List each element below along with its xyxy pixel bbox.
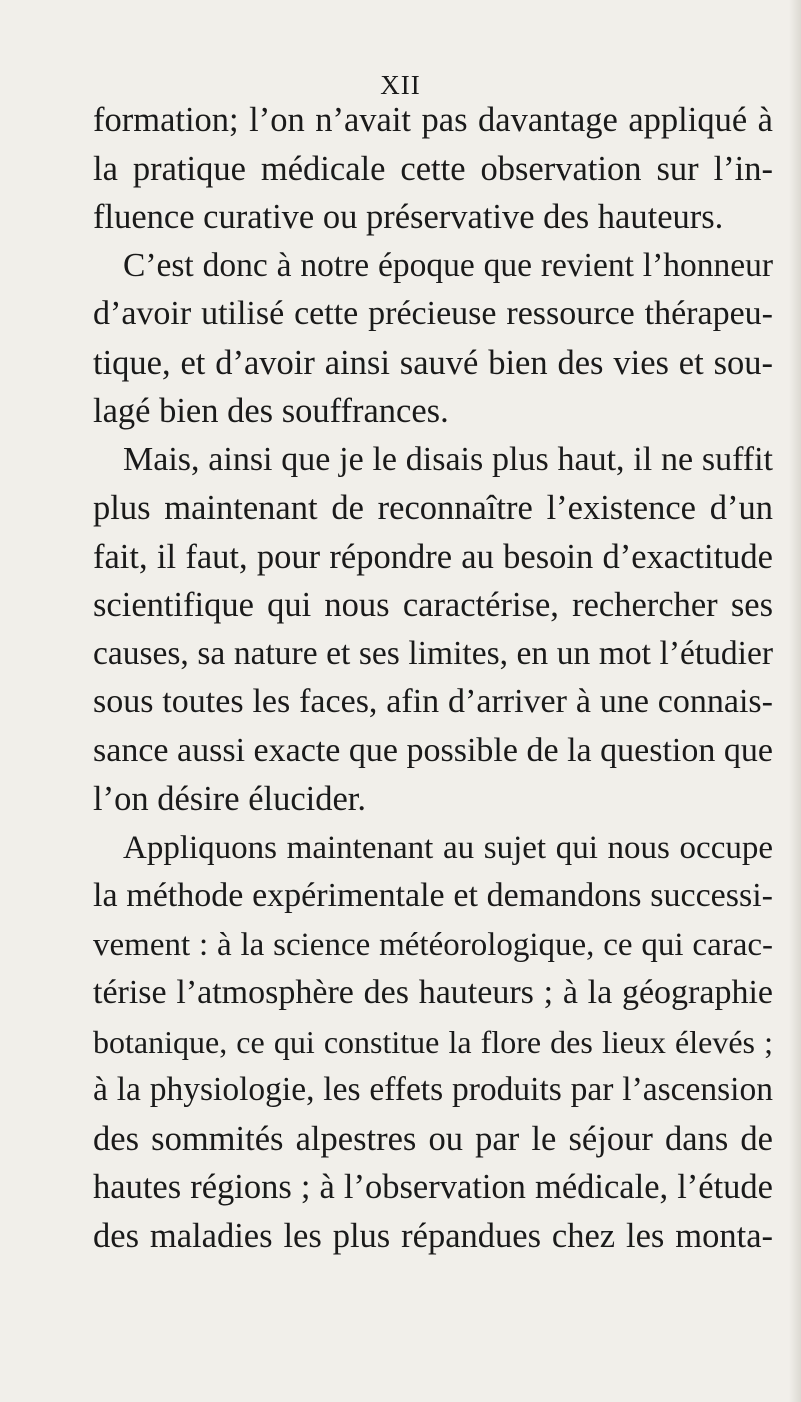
paragraph-start-line: Appliquons maintenant au sujet qui nous occupe <box>123 829 773 866</box>
text-line: plus maintenant de reconnaître l’existence d’un <box>93 489 773 527</box>
page-edge-shadow <box>789 0 801 1402</box>
text-line: l’on désire élucider. <box>93 780 367 818</box>
text-line: lagé bien des souffrances. <box>93 392 449 430</box>
paragraph-start-line: Mais, ainsi que je le disais plus haut, il ne suffit <box>123 440 773 478</box>
text-line: causes, sa nature et ses limites, en un mot l’étudier <box>93 634 773 672</box>
text-line: fluence curative ou préservative des hauteurs. <box>93 198 724 236</box>
text-line: la méthode expérimentale et demandons successi- <box>93 877 773 914</box>
text-line: térise l’atmosphère des hauteurs ; à la géographie <box>93 974 773 1011</box>
text-line: vement : à la science météorologique, ce qui carac- <box>93 926 773 963</box>
text-line: sous toutes les faces, afin d’arriver à une connais- <box>93 683 773 720</box>
text-line: scientifique qui nous caractérise, rechercher ses <box>93 586 773 624</box>
text-line: à la physiologie, les effets produits par l’ascension <box>93 1071 773 1108</box>
text-line: d’avoir utilisé cette précieuse ressource thérapeu- <box>93 295 773 332</box>
text-line: sance aussi exacte que possible de la question que <box>93 731 773 769</box>
text-line: formation; l’on n’avait pas davantage appliqué à <box>93 101 773 139</box>
page-number: XII <box>380 70 421 100</box>
text-line: tique, et d’avoir ainsi sauvé bien des vies et sou- <box>93 343 773 382</box>
text-line: fait, il faut, pour répondre au besoin d’exactitude <box>93 537 773 576</box>
text-line: la pratique médicale cette observation sur l’in- <box>93 149 773 188</box>
text-line: des sommités alpestres ou par le séjour dans de <box>93 1119 773 1158</box>
text-line: botanique, ce qui constitue la flore des lieux élevés ; <box>93 1023 773 1060</box>
text-line: hautes régions ; à l’observation médicale, l’étude <box>93 1168 773 1206</box>
body-text <box>93 96 773 1260</box>
text-line: des maladies les plus répandues chez les monta- <box>93 1216 773 1255</box>
paragraph-start-line: C’est donc à notre époque que revient l’honneur <box>123 246 773 284</box>
